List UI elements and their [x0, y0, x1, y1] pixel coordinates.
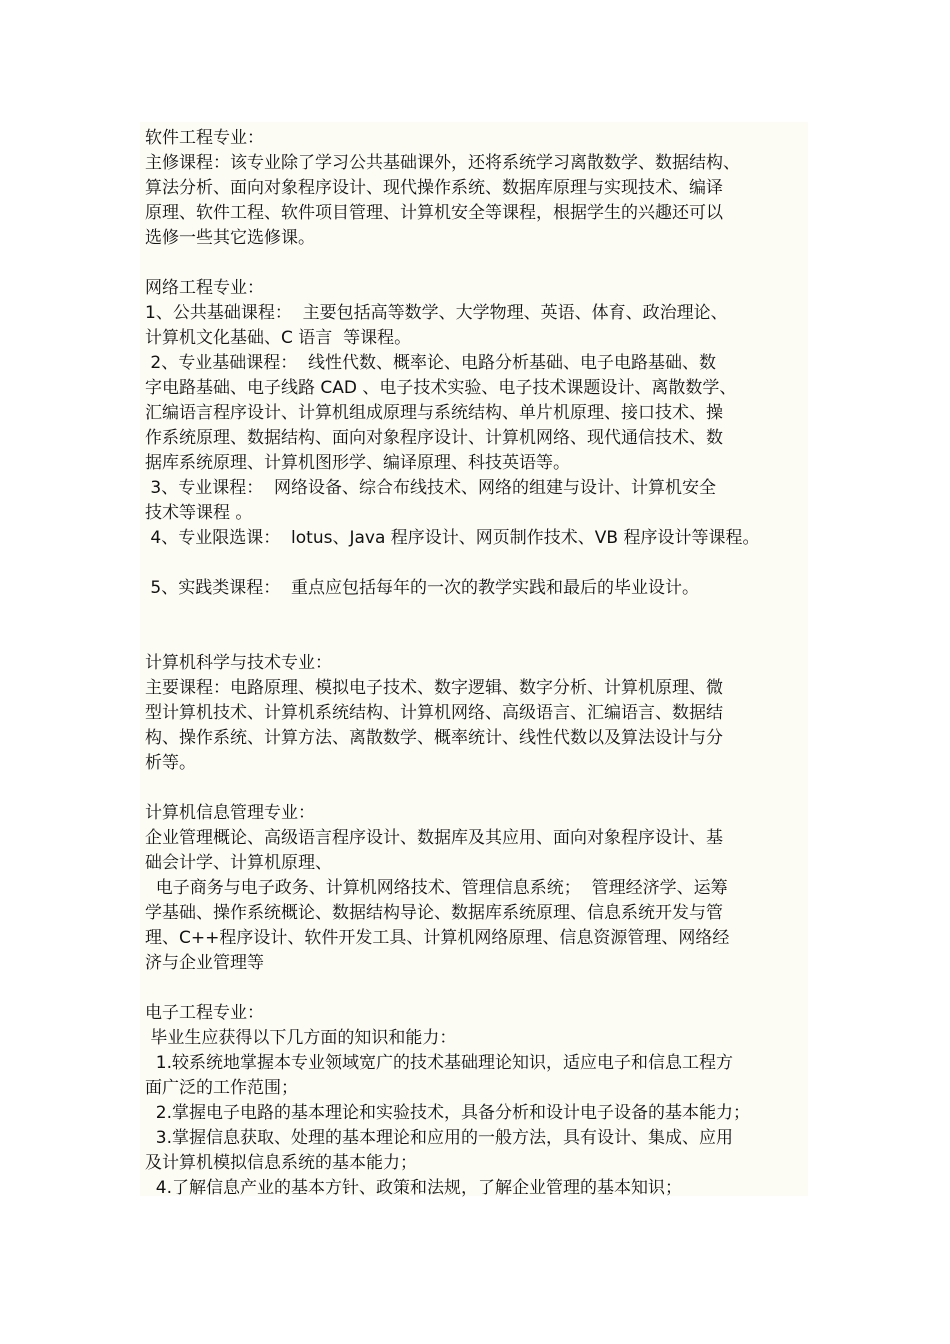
text-line: 电子商务与电子政务、计算机网络技术、管理信息系统； 管理经济学、运筹 [145, 878, 728, 898]
text-line: 选修一些其它选修课。 [145, 228, 315, 248]
text-line: 作系统原理、数据结构、面向对象程序设计、计算机网络、现代通信技术、数 [145, 428, 723, 448]
text-line: 据库系统原理、计算机图形学、编译原理、科技英语等。 [145, 453, 570, 473]
section-title-network-engineering: 网络工程专业： [145, 278, 264, 298]
text-line: 主要课程：电路原理、模拟电子技术、数字逻辑、数字分析、计算机原理、微 [145, 678, 723, 698]
text-line: 原理、软件工程、软件项目管理、计算机安全等课程，根据学生的兴趣还可以 [145, 203, 723, 223]
text-line: 4、专业限选课： lotus、Java 程序设计、网页制作技术、VB 程序设计等课程。 [145, 528, 760, 548]
text-line: 算法分析、面向对象程序设计、现代操作系统、数据库原理与实现技术、编译 [145, 178, 723, 198]
text-line: 字电路基础、电子线路 CAD 、电子技术实验、电子技术课题设计、离散数学、 [145, 378, 737, 398]
text-line: 型计算机技术、计算机系统结构、计算机网络、高级语言、汇编语言、数据结 [145, 703, 723, 723]
section-title-information-management: 计算机信息管理专业： [145, 803, 315, 823]
text-line: 5、实践类课程： 重点应包括每年的一次的教学实践和最后的毕业设计。 [145, 578, 700, 598]
text-line: 1.较系统地掌握本专业领域宽广的技术基础理论知识，适应电子和信息工程方 [145, 1053, 734, 1073]
text-line: 2、专业基础课程： 线性代数、概率论、电路分析基础、电子电路基础、数 [145, 353, 717, 373]
text-line: 及计算机模拟信息系统的基本能力； [145, 1153, 417, 1173]
text-line: 计算机文化基础、C 语言 等课程。 [145, 328, 412, 348]
text-line: 1、公共基础课程： 主要包括高等数学、大学物理、英语、体育、政治理论、 [145, 303, 728, 323]
section-title-computer-science: 计算机科学与技术专业： [145, 653, 332, 673]
text-line: 2.掌握电子电路的基本理论和实验技术，具备分析和设计电子设备的基本能力； [145, 1103, 751, 1123]
text-line: 4.了解信息产业的基本方针、政策和法规，了解企业管理的基本知识； [145, 1178, 683, 1198]
text-line: 企业管理概论、高级语言程序设计、数据库及其应用、面向对象程序设计、基 [145, 828, 723, 848]
text-line: 技术等课程 。 [145, 503, 253, 523]
section-title-software-engineering: 软件工程专业： [145, 128, 264, 148]
text-line: 面广泛的工作范围； [145, 1078, 298, 1098]
text-line: 理、C++程序设计、软件开发工具、计算机网络原理、信息资源管理、网络经 [145, 928, 730, 948]
text-line: 3.掌握信息获取、处理的基本理论和应用的一般方法，具有设计、集成、应用 [145, 1128, 734, 1148]
text-line: 构、操作系统、计算方法、离散数学、概率统计、线性代数以及算法设计与分 [145, 728, 723, 748]
text-line: 主修课程：该专业除了学习公共基础课外，还将系统学习离散数学、数据结构、 [145, 153, 740, 173]
text-line: 析等。 [145, 753, 196, 773]
text-line: 毕业生应获得以下几方面的知识和能力： [145, 1028, 457, 1048]
text-line: 3、专业课程： 网络设备、综合布线技术、网络的组建与设计、计算机安全 [145, 478, 717, 498]
text-line: 济与企业管理等 [145, 953, 264, 973]
text-line: 汇编语言程序设计、计算机组成原理与系统结构、单片机原理、接口技术、操 [145, 403, 723, 423]
section-title-electronic-engineering: 电子工程专业： [145, 1003, 264, 1023]
text-line: 学基础、操作系统概论、数据结构导论、数据库系统原理、信息系统开发与管 [145, 903, 723, 923]
text-line: 础会计学、计算机原理、 [145, 853, 332, 873]
